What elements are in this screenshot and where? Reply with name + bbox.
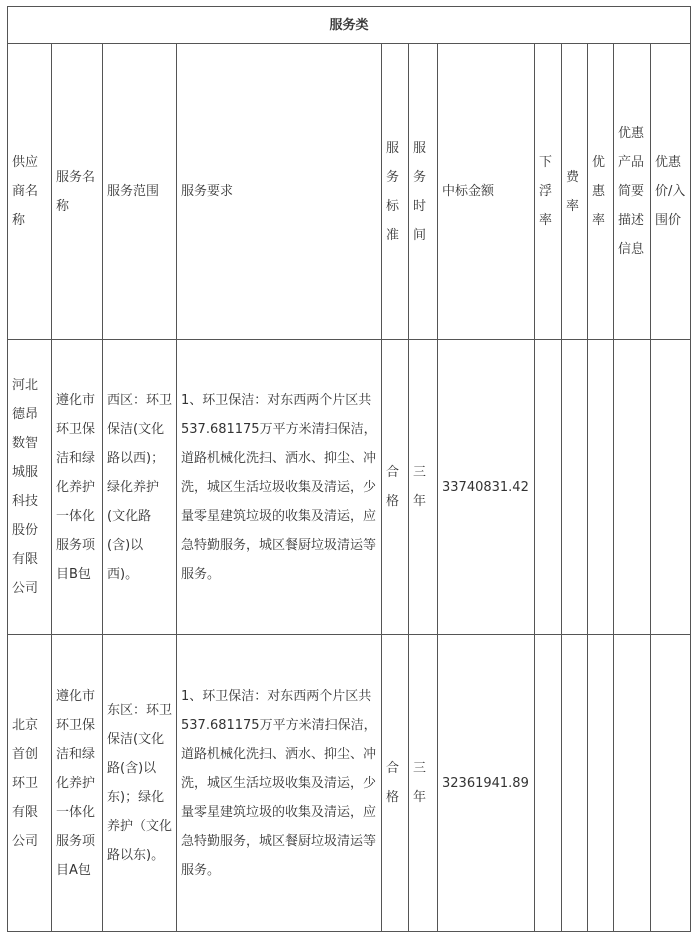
header-service-name: 服务名称 (52, 44, 103, 340)
cell-discount-rate (588, 340, 614, 635)
header-amount: 中标金额 (438, 44, 535, 340)
cell-float-rate (535, 635, 562, 932)
cell-supplier: 北京首创环卫有限公司 (8, 635, 52, 932)
cell-scope: 西区：环卫保洁(文化路以西)；绿化养护(文化路(含)以西)。 (103, 340, 177, 635)
header-standard: 服务标准 (382, 44, 409, 340)
header-row (8, 44, 691, 340)
cell-scope: 东区：环卫保洁(文化路(含)以东)；绿化养护（文化路以东)。 (103, 635, 177, 932)
cell-standard: 合格 (382, 635, 409, 932)
cell-period: 三年 (409, 340, 438, 635)
service-table (7, 6, 691, 932)
cell-period: 三年 (409, 635, 438, 932)
table-title: 服务类 (8, 7, 691, 44)
header-scope: 服务范围 (103, 44, 177, 340)
header-supplier: 供应商名称 (8, 44, 52, 340)
cell-float-rate (535, 340, 562, 635)
cell-amount: 32361941.89 (438, 635, 535, 932)
cell-discount-price (651, 635, 691, 932)
table-row (8, 635, 691, 932)
cell-amount: 33740831.42 (438, 340, 535, 635)
header-requirements: 服务要求 (177, 44, 382, 340)
cell-fee-rate (562, 340, 588, 635)
cell-requirements: 1、环卫保洁：对东西两个片区共537.681175万平方米清扫保洁，道路机械化洗扫、洒水、抑尘、冲洗，城区生活垃圾收集及清运，少量零星建筑垃圾的收集及清运，应急特勤服务，城区餐厨垃圾清运等服务。 (177, 635, 382, 932)
header-period: 服务时间 (409, 44, 438, 340)
cell-service-name: 遵化市环卫保洁和绿化养护一体化服务项目A包 (52, 635, 103, 932)
header-discount-price: 优惠价/入围价 (651, 44, 691, 340)
header-discount-desc: 优惠产品简要描述信息 (614, 44, 651, 340)
cell-standard: 合格 (382, 340, 409, 635)
cell-discount-desc (614, 340, 651, 635)
cell-fee-rate (562, 635, 588, 932)
cell-discount-rate (588, 635, 614, 932)
cell-requirements: 1、环卫保洁：对东西两个片区共537.681175万平方米清扫保洁，道路机械化洗扫、洒水、抑尘、冲洗，城区生活垃圾收集及清运，少量零星建筑垃圾的收集及清运，应急特勤服务，城区餐厨垃圾清运等服务。 (177, 340, 382, 635)
table-row (8, 340, 691, 635)
header-fee-rate: 费率 (562, 44, 588, 340)
cell-service-name: 遵化市环卫保洁和绿化养护一体化服务项目B包 (52, 340, 103, 635)
cell-supplier: 河北德昂数智城服科技股份有限公司 (8, 340, 52, 635)
cell-discount-desc (614, 635, 651, 932)
cell-discount-price (651, 340, 691, 635)
header-float-rate: 下浮率 (535, 44, 562, 340)
header-discount-rate: 优惠率 (588, 44, 614, 340)
